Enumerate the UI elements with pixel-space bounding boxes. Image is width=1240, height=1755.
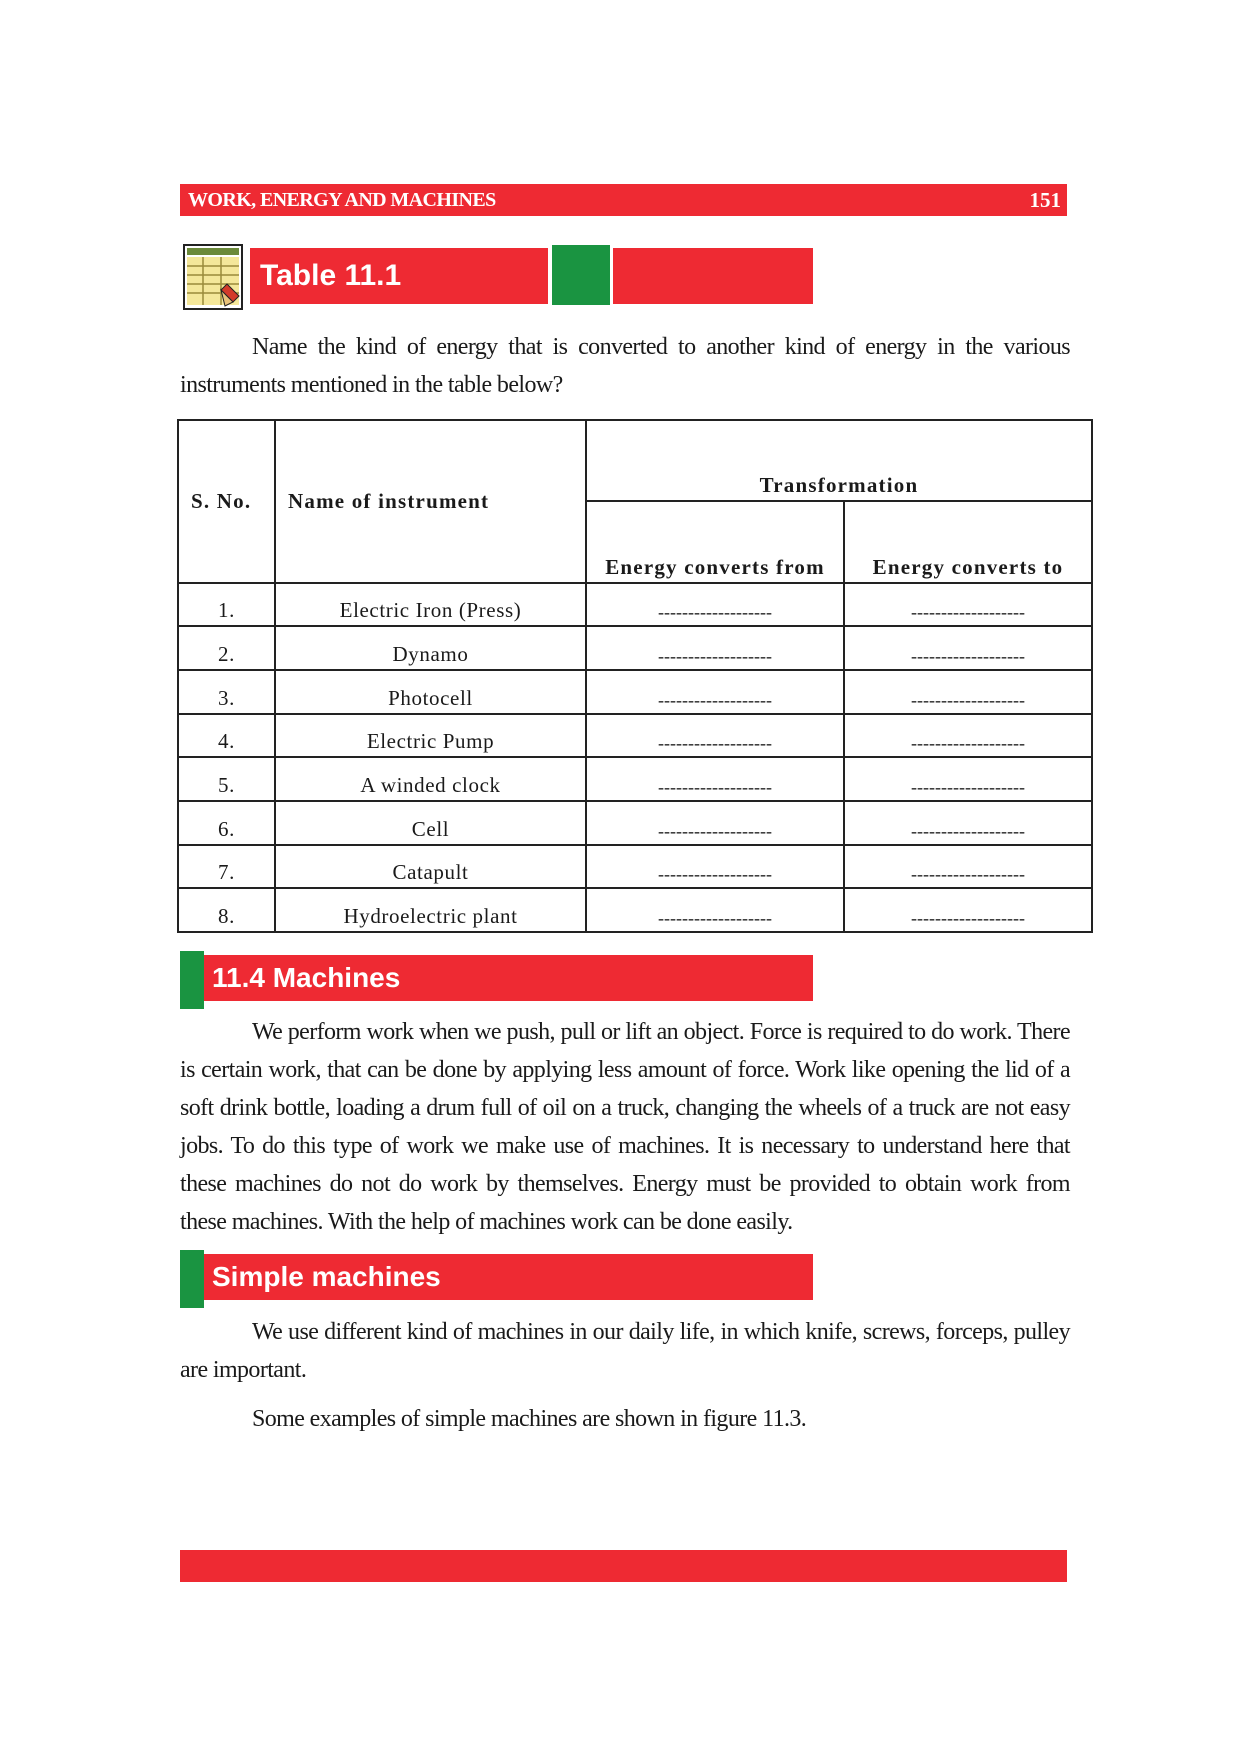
col-header-name: Name of instrument (275, 420, 586, 583)
page-number: 151 (1029, 187, 1061, 212)
col-header-sno: S. No. (178, 420, 275, 583)
section-accent (180, 1250, 204, 1308)
section-accent (180, 951, 204, 1009)
table-row (178, 670, 1092, 714)
row-to-blank: ------------------- (844, 845, 1092, 889)
heading-green-block (552, 245, 610, 305)
row-instrument-cell: Dynamo (275, 626, 586, 670)
intro-paragraph: Name the kind of energy that is converted to another kind of energy in the various instruments mentioned in the table below? (180, 334, 1070, 398)
footer-bar (180, 1550, 1067, 1582)
heading-red-block (613, 248, 813, 304)
simple-machines-paragraph: We use different kind of machines in our daily life, in which knife, screws, forceps, pulley are important. (180, 1319, 1070, 1383)
row-to-blank: ------------------- (844, 757, 1092, 801)
table-worksheet-icon (183, 244, 243, 310)
section-heading-machines (180, 955, 813, 1001)
figure-reference-paragraph: Some examples of simple machines are shown in figure 11.3. (252, 1406, 807, 1432)
row-sno-cell: 6. (178, 801, 275, 845)
row-instrument-cell: Hydroelectric plant (275, 888, 586, 932)
row-sno-cell: 5. (178, 757, 275, 801)
table-row (178, 714, 1092, 758)
row-from-blank: ------------------- (586, 583, 844, 627)
chapter-title: WORK, ENERGY AND MACHINES (188, 188, 496, 211)
row-from-blank: ------------------- (586, 714, 844, 758)
row-instrument-cell: Catapult (275, 845, 586, 889)
energy-transformation-table (177, 419, 1093, 933)
row-sno-cell: 2. (178, 626, 275, 670)
row-sno-cell: 1. (178, 583, 275, 627)
row-to-blank: ------------------- (844, 714, 1092, 758)
row-instrument-cell: Electric Pump (275, 714, 586, 758)
row-from-blank: ------------------- (586, 801, 844, 845)
table-row (178, 801, 1092, 845)
row-from-blank: ------------------- (586, 626, 844, 670)
table-body (178, 583, 1092, 932)
row-instrument-cell: Photocell (275, 670, 586, 714)
row-to-blank: ------------------- (844, 801, 1092, 845)
table-heading: Table 11.1 (250, 248, 548, 304)
row-instrument-cell: Cell (275, 801, 586, 845)
table-row (178, 626, 1092, 670)
table-row (178, 757, 1092, 801)
section-title: 11.4 Machines (212, 962, 401, 993)
col-header-transformation: Transformation (586, 420, 1092, 501)
row-instrument-cell: Electric Iron (Press) (275, 583, 586, 627)
row-from-blank: ------------------- (586, 757, 844, 801)
row-sno-cell: 8. (178, 888, 275, 932)
row-sno-cell: 3. (178, 670, 275, 714)
table-row (178, 888, 1092, 932)
table-header-row (178, 420, 1092, 501)
machines-paragraph: We perform work when we push, pull or lift an object. Force is required to do work. There is certain work, that can be done by applying less amount of force. Work like opening the lid of a soft drink bottle, loading a drum full of oil on a truck, changing the wheels of a truck are not easy jobs. To do this type of work we make use of machines. It is necessary to understand here that these machines do not do work by themselves. Energy must be provided to obtain work from these machines. With the help of machines work can be done easily. (180, 1019, 1070, 1235)
row-to-blank: ------------------- (844, 670, 1092, 714)
row-from-blank: ------------------- (586, 845, 844, 889)
table-row (178, 845, 1092, 889)
row-to-blank: ------------------- (844, 888, 1092, 932)
row-from-blank: ------------------- (586, 670, 844, 714)
section-heading-simple-machines (180, 1254, 813, 1300)
running-header (180, 184, 1067, 216)
row-instrument-cell: A winded clock (275, 757, 586, 801)
section-title: Simple machines (212, 1261, 441, 1292)
row-to-blank: ------------------- (844, 626, 1092, 670)
col-header-to: Energy converts to (844, 501, 1092, 582)
row-to-blank: ------------------- (844, 583, 1092, 627)
row-sno-cell: 7. (178, 845, 275, 889)
row-from-blank: ------------------- (586, 888, 844, 932)
col-header-from: Energy converts from (586, 501, 844, 582)
table-row (178, 583, 1092, 627)
row-sno-cell: 4. (178, 714, 275, 758)
